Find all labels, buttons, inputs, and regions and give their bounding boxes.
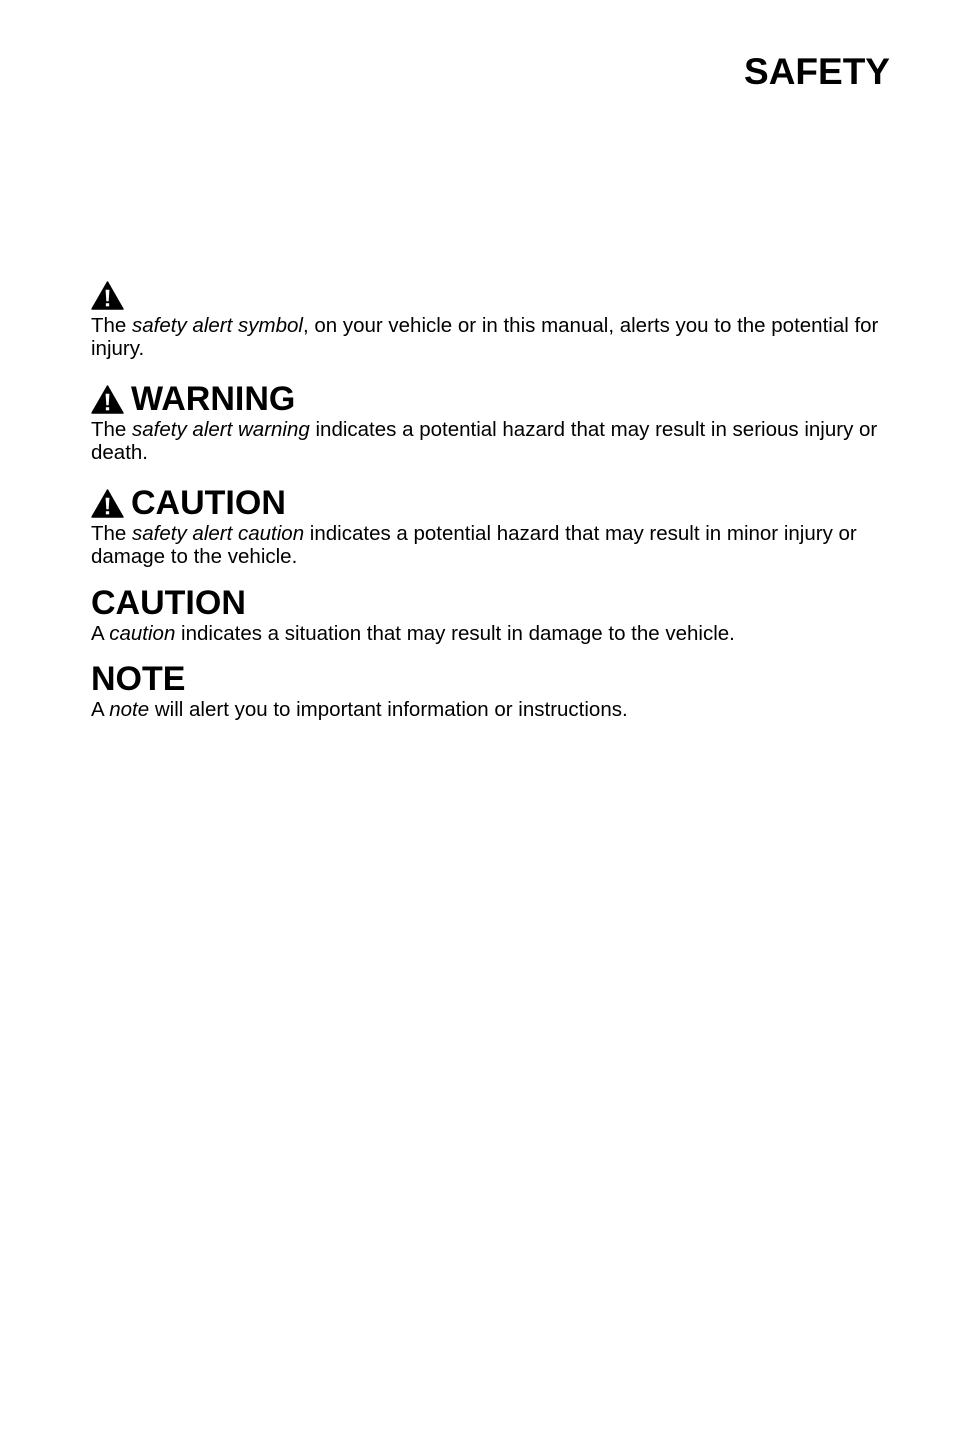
section-caution	[91, 584, 891, 645]
caution-heading: CAUTION	[91, 584, 246, 622]
caution-alert-text: The safety alert caution indicates a potential hazard that may result in minor injury or damage to the vehicle.	[91, 522, 857, 568]
section-caution-alert	[91, 484, 891, 568]
section-safety-alert-symbol	[91, 281, 891, 360]
section-note	[91, 660, 891, 721]
warning-text: The safety alert warning indicates a potential hazard that may result in serious injury or death.	[91, 418, 878, 464]
caution-alert-heading-label: CAUTION	[131, 484, 286, 522]
section-warning	[91, 380, 891, 464]
warning-heading-label: WARNING	[131, 380, 296, 418]
page-title: SAFETY	[744, 51, 890, 92]
warning-heading	[91, 380, 891, 418]
warning-triangle-icon	[91, 385, 124, 414]
note-text: A note will alert you to important information or instructions.	[91, 698, 628, 721]
warning-triangle-icon	[91, 281, 124, 310]
safety-definitions	[91, 281, 891, 721]
warning-triangle-icon	[91, 489, 124, 518]
safety-alert-symbol-text: The safety alert symbol, on your vehicle or in this manual, alerts you to the potential for injury.	[91, 314, 879, 360]
note-heading: NOTE	[91, 660, 186, 698]
caution-text: A caution indicates a situation that may result in damage to the vehicle.	[91, 622, 735, 645]
caution-alert-heading	[91, 484, 891, 522]
